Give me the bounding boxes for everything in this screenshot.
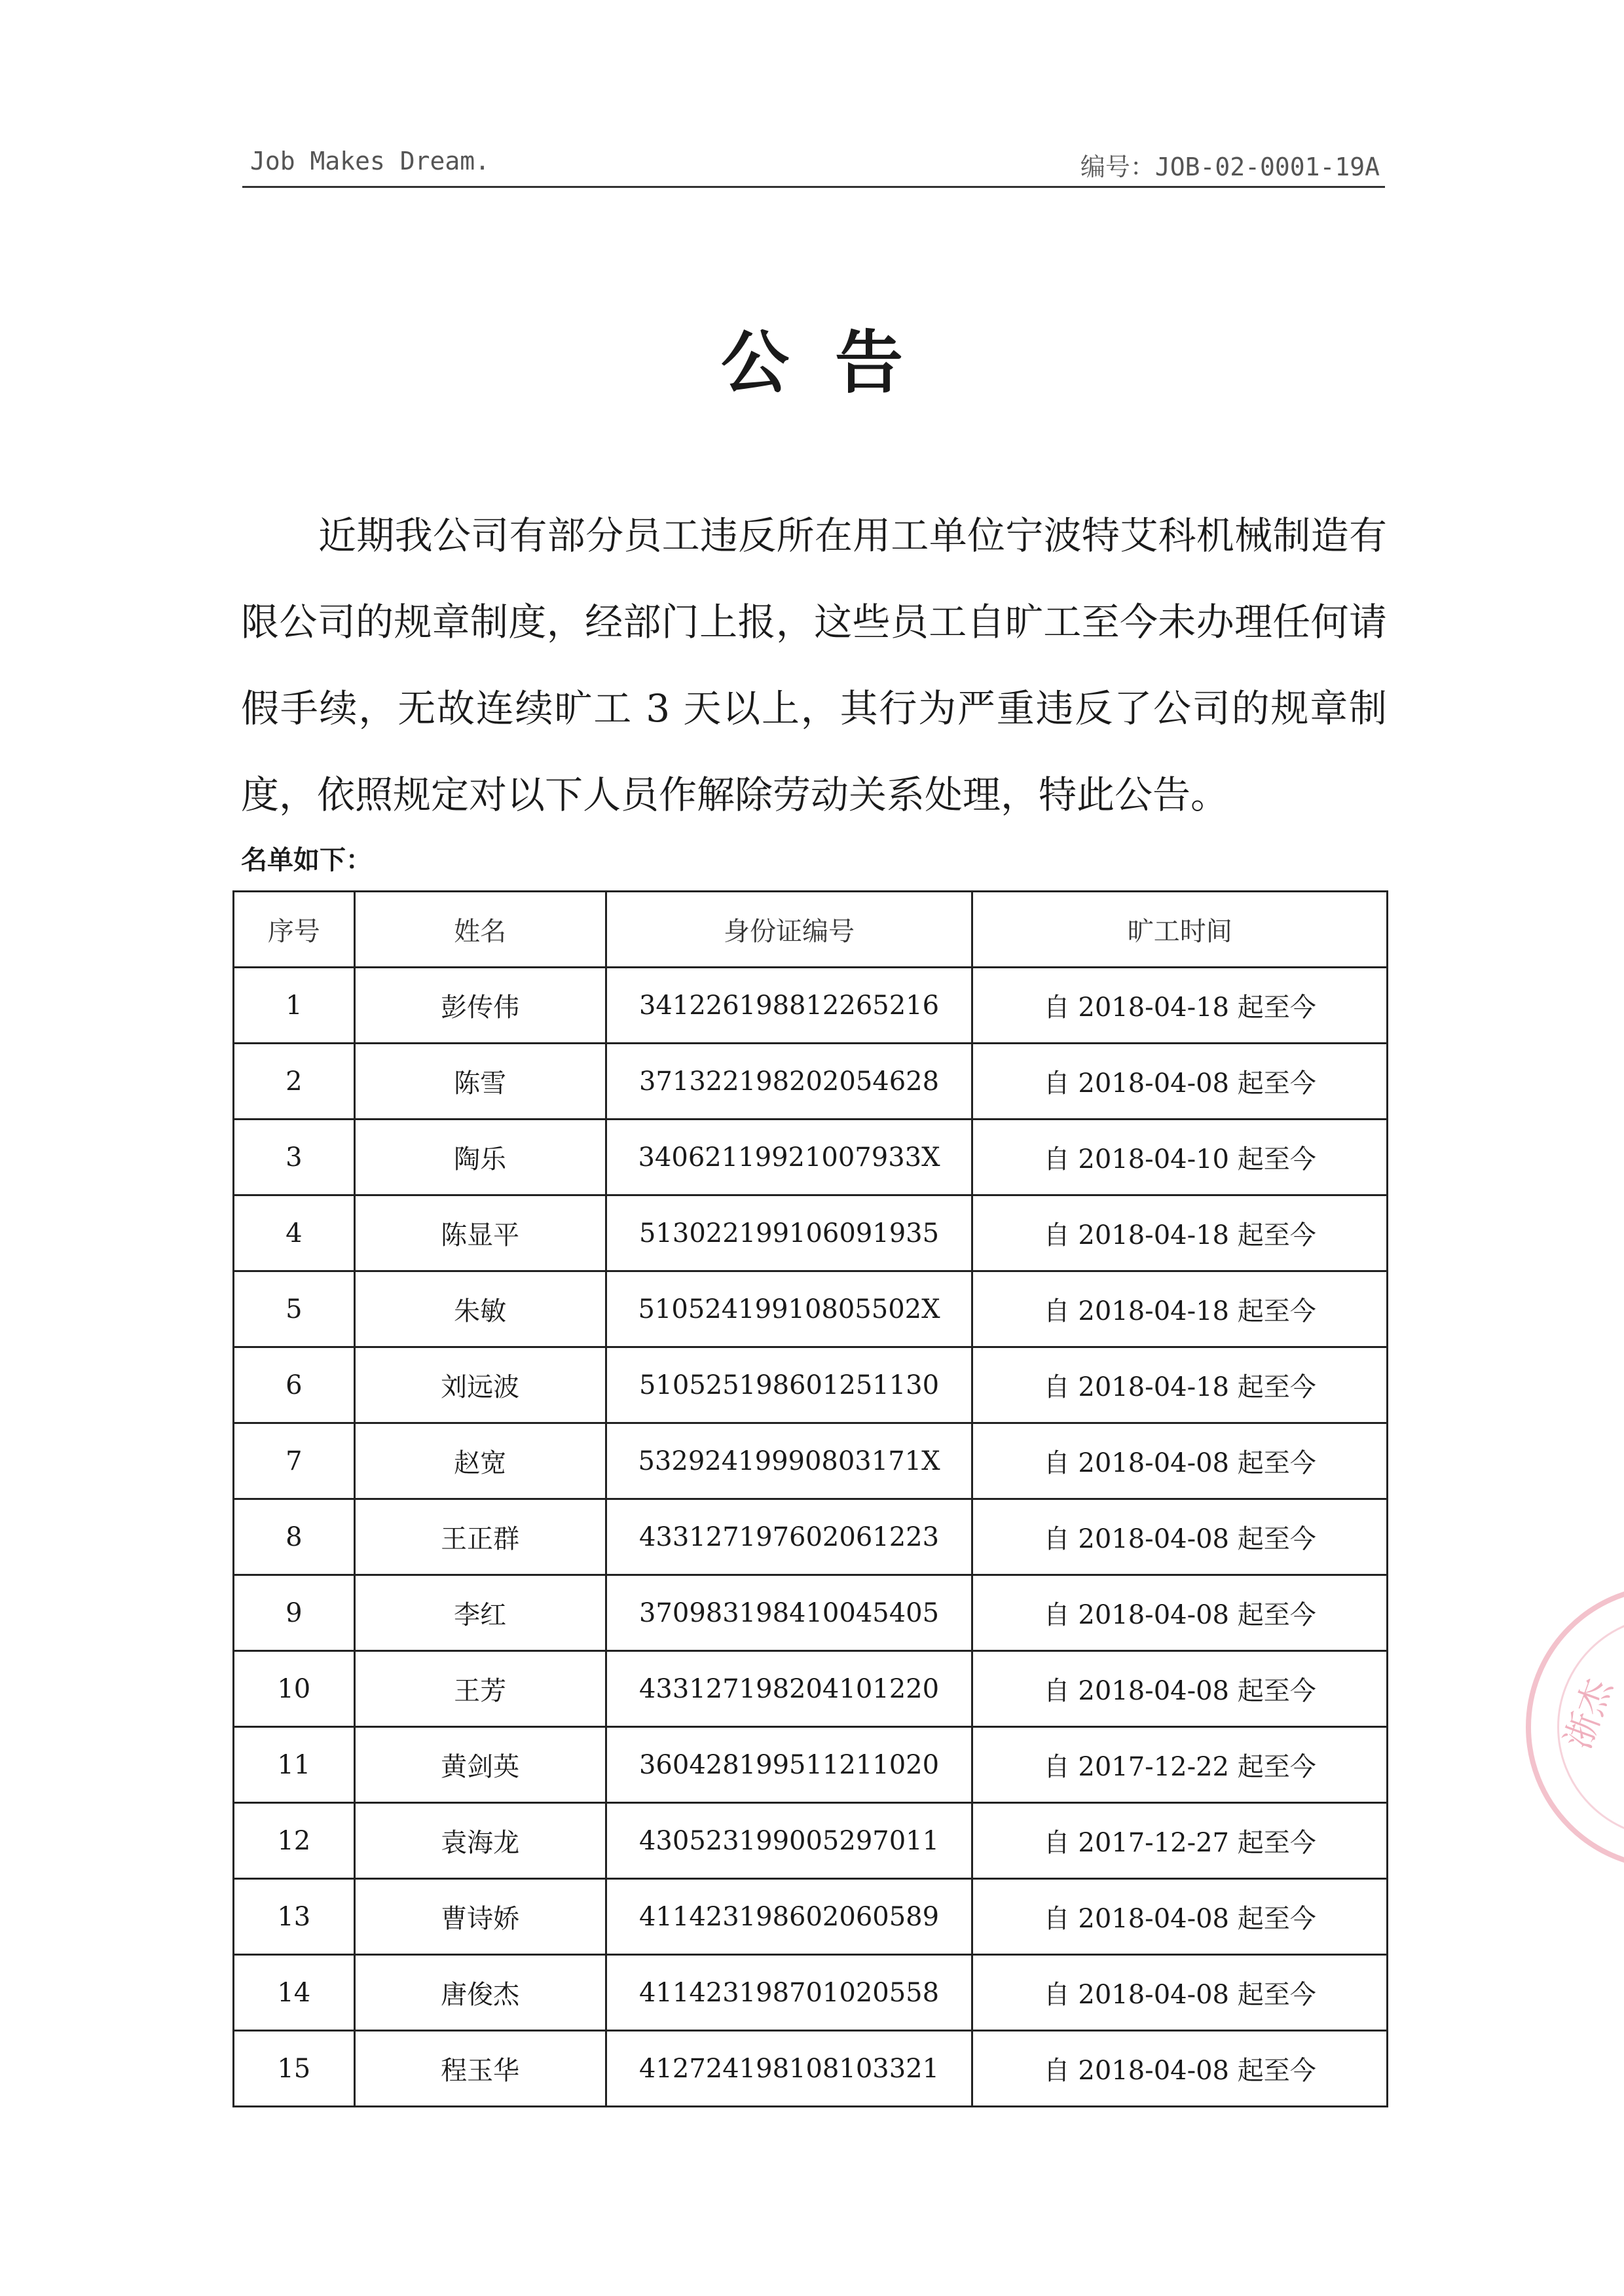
cell-id-number: 360428199511211020: [606, 1727, 972, 1803]
cell-absence-period: 自 2018-04-08 起至今: [972, 1955, 1388, 2031]
table-body: [234, 968, 1388, 2107]
table-row: [234, 1651, 1388, 1727]
cell-name: 袁海龙: [354, 1803, 606, 1879]
cell-number: 9: [234, 1575, 355, 1651]
cell-id-number: 433127197602061223: [606, 1499, 972, 1575]
cell-absence-period: 自 2018-04-10 起至今: [972, 1120, 1388, 1195]
cell-name: 曹诗娇: [354, 1879, 606, 1955]
cell-id-number: 510525198601251130: [606, 1347, 972, 1423]
cell-absence-period: 自 2018-04-08 起至今: [972, 2031, 1388, 2107]
cell-id-number: 51052419910805502X: [606, 1271, 972, 1347]
cell-name: 陈显平: [354, 1195, 606, 1271]
cell-name: 陈雪: [354, 1044, 606, 1120]
cell-name: 王芳: [354, 1651, 606, 1727]
header-slogan: Job Makes Dream.: [250, 147, 490, 175]
table-row: [234, 968, 1388, 1044]
cell-id-number: 430523199005297011: [606, 1803, 972, 1879]
table-row: [234, 1271, 1388, 1347]
cell-name: 王正群: [354, 1499, 606, 1575]
cell-absence-period: 自 2018-04-18 起至今: [972, 1347, 1388, 1423]
table-row: [234, 1499, 1388, 1575]
seal-text: 浙杰: [1557, 1673, 1620, 1755]
cell-absence-period: 自 2018-04-08 起至今: [972, 1044, 1388, 1120]
cell-absence-period: 自 2018-04-18 起至今: [972, 1271, 1388, 1347]
list-heading: 名单如下：: [241, 845, 372, 875]
cell-id-number: 412724198108103321: [606, 2031, 972, 2107]
cell-id-number: 371322198202054628: [606, 1044, 972, 1120]
page-title: 公告: [720, 323, 949, 403]
table-row: [234, 1347, 1388, 1423]
cell-name: 赵宽: [354, 1423, 606, 1499]
cell-absence-period: 自 2018-04-08 起至今: [972, 1499, 1388, 1575]
cell-absence-period: 自 2018-04-08 起至今: [972, 1423, 1388, 1499]
cell-name: 程玉华: [354, 2031, 606, 2107]
cell-id-number: 341226198812265216: [606, 968, 972, 1044]
cell-name: 陶乐: [354, 1120, 606, 1195]
table-header-row: [234, 892, 1388, 968]
cell-number: 8: [234, 1499, 355, 1575]
cell-name: 黄剑英: [354, 1727, 606, 1803]
column-header-absence: 旷工时间: [972, 892, 1388, 968]
cell-number: 4: [234, 1195, 355, 1271]
cell-number: 7: [234, 1423, 355, 1499]
cell-absence-period: 自 2017-12-27 起至今: [972, 1803, 1388, 1879]
cell-name: 唐俊杰: [354, 1955, 606, 2031]
cell-id-number: 411423198602060589: [606, 1879, 972, 1955]
table-row: [234, 1195, 1388, 1271]
table-row: [234, 1120, 1388, 1195]
cell-id-number: 53292419990803171X: [606, 1423, 972, 1499]
cell-id-number: 34062119921007933X: [606, 1120, 972, 1195]
cell-name: 彭传伟: [354, 968, 606, 1044]
table-row: [234, 1727, 1388, 1803]
cell-name: 朱敏: [354, 1271, 606, 1347]
cell-number: 5: [234, 1271, 355, 1347]
cell-id-number: 433127198204101220: [606, 1651, 972, 1727]
table-row: [234, 1879, 1388, 1955]
cell-number: 1: [234, 968, 355, 1044]
personnel-table: [232, 890, 1388, 2107]
column-header-id: 身份证编号: [606, 892, 972, 968]
cell-absence-period: 自 2018-04-08 起至今: [972, 1651, 1388, 1727]
cell-number: 13: [234, 1879, 355, 1955]
cell-absence-period: 自 2018-04-18 起至今: [972, 1195, 1388, 1271]
table-row: [234, 1803, 1388, 1879]
cell-absence-period: 自 2017-12-22 起至今: [972, 1727, 1388, 1803]
cell-number: 15: [234, 2031, 355, 2107]
cell-number: 10: [234, 1651, 355, 1727]
cell-id-number: 370983198410045405: [606, 1575, 972, 1651]
column-header-number: 序号: [234, 892, 355, 968]
table-row: [234, 1423, 1388, 1499]
cell-absence-period: 自 2018-04-18 起至今: [972, 968, 1388, 1044]
company-seal: [1526, 1584, 1624, 1870]
cell-number: 12: [234, 1803, 355, 1879]
document-number: 编号：JOB-02-0001-19A: [1080, 153, 1380, 181]
cell-absence-period: 自 2018-04-08 起至今: [972, 1575, 1388, 1651]
cell-number: 3: [234, 1120, 355, 1195]
cell-name: 李红: [354, 1575, 606, 1651]
cell-id-number: 513022199106091935: [606, 1195, 972, 1271]
cell-id-number: 411423198701020558: [606, 1955, 972, 2031]
cell-number: 14: [234, 1955, 355, 2031]
cell-number: 11: [234, 1727, 355, 1803]
page-header: [242, 140, 1385, 188]
cell-number: 2: [234, 1044, 355, 1120]
table-row: [234, 1575, 1388, 1651]
table-row: [234, 1044, 1388, 1120]
announcement-body: 近期我公司有部分员工违反所在用工单位宁波特艾科机械制造有限公司的规章制度，经部门上报，这些员工自旷工至今未办理任何请假手续，无故连续旷工 3 天以上，其行为严重违反了公司的规章制度，依照规定对以下人员作解除劳动关系处理，特此公告。: [241, 513, 1387, 817]
column-header-name: 姓名: [354, 892, 606, 968]
cell-number: 6: [234, 1347, 355, 1423]
table-row: [234, 1955, 1388, 2031]
cell-name: 刘远波: [354, 1347, 606, 1423]
table-row: [234, 2031, 1388, 2107]
cell-absence-period: 自 2018-04-08 起至今: [972, 1879, 1388, 1955]
